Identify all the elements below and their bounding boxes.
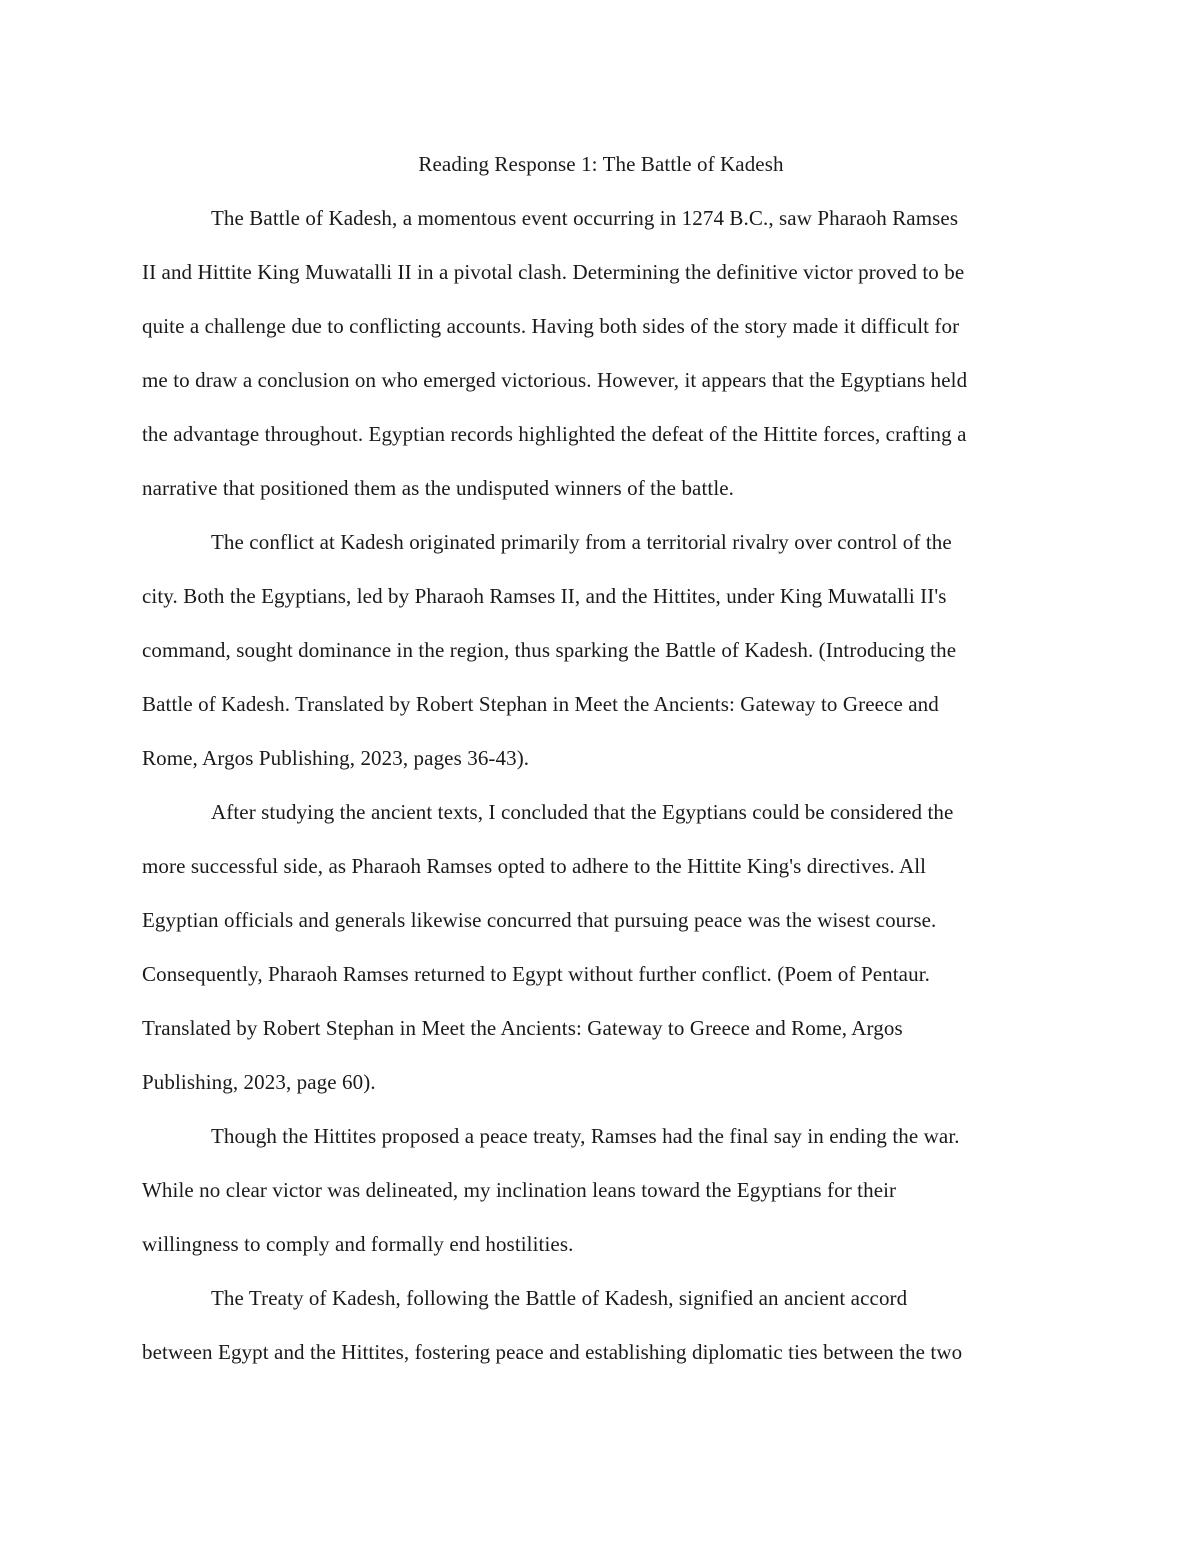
text-line: willingness to comply and formally end hostilities.: [142, 1232, 574, 1256]
text-line: Translated by Robert Stephan in Meet the Ancients: Gateway to Greece and Rome, Argos: [142, 1016, 903, 1040]
text-line: between Egypt and the Hittites, fostering peace and establishing diplomatic ties between the two: [142, 1340, 963, 1364]
text-line: II and Hittite King Muwatalli II in a pivotal clash. Determining the definitive victor proved to be: [142, 260, 965, 284]
text-line: The Battle of Kadesh, a momentous event occurring in 1274 B.C., saw Pharaoh Ramses: [211, 206, 959, 230]
text-line: Consequently, Pharaoh Ramses returned to Egypt without further conflict. (Poem of Pentaur.: [142, 962, 930, 986]
text-line: narrative that positioned them as the undisputed winners of the battle.: [142, 476, 735, 500]
text-line: me to draw a conclusion on who emerged victorious. However, it appears that the Egyptians held: [142, 368, 968, 392]
text-line: command, sought dominance in the region, thus sparking the Battle of Kadesh. (Introducing the: [142, 638, 957, 662]
text-line: Rome, Argos Publishing, 2023, pages 36-43).: [142, 746, 530, 770]
text-line: quite a challenge due to conflicting accounts. Having both sides of the story made it difficult for: [142, 314, 960, 338]
text-line: Though the Hittites proposed a peace treaty, Ramses had the final say in ending the war.: [211, 1124, 960, 1148]
text-line: After studying the ancient texts, I concluded that the Egyptians could be considered the: [211, 800, 954, 824]
text-line: The conflict at Kadesh originated primarily from a territorial rivalry over control of the: [211, 530, 952, 554]
paragraph-3: [142, 785, 1060, 1109]
paragraph-1: [142, 191, 1060, 515]
paragraph-5: [142, 1271, 1060, 1379]
text-line: Battle of Kadesh. Translated by Robert Stephan in Meet the Ancients: Gateway to Greece and: [142, 692, 939, 716]
paragraph-4: [142, 1109, 1060, 1271]
text-line: the advantage throughout. Egyptian records highlighted the defeat of the Hittite forces, crafting a: [142, 422, 967, 446]
document-body: [142, 137, 1060, 1379]
paragraph-2: [142, 515, 1060, 785]
text-line: Publishing, 2023, page 60).: [142, 1070, 376, 1094]
text-line: more successful side, as Pharaoh Ramses opted to adhere to the Hittite King's directives. All: [142, 854, 927, 878]
text-line: Egyptian officials and generals likewise concurred that pursuing peace was the wisest course.: [142, 908, 937, 932]
text-line: While no clear victor was delineated, my inclination leans toward the Egyptians for their: [142, 1178, 897, 1202]
text-line: city. Both the Egyptians, led by Pharaoh Ramses II, and the Hittites, under King Muwatalli II's: [142, 584, 947, 608]
page-title: Reading Response 1: The Battle of Kadesh: [418, 152, 784, 176]
text-line: The Treaty of Kadesh, following the Battle of Kadesh, signified an ancient accord: [211, 1286, 908, 1310]
